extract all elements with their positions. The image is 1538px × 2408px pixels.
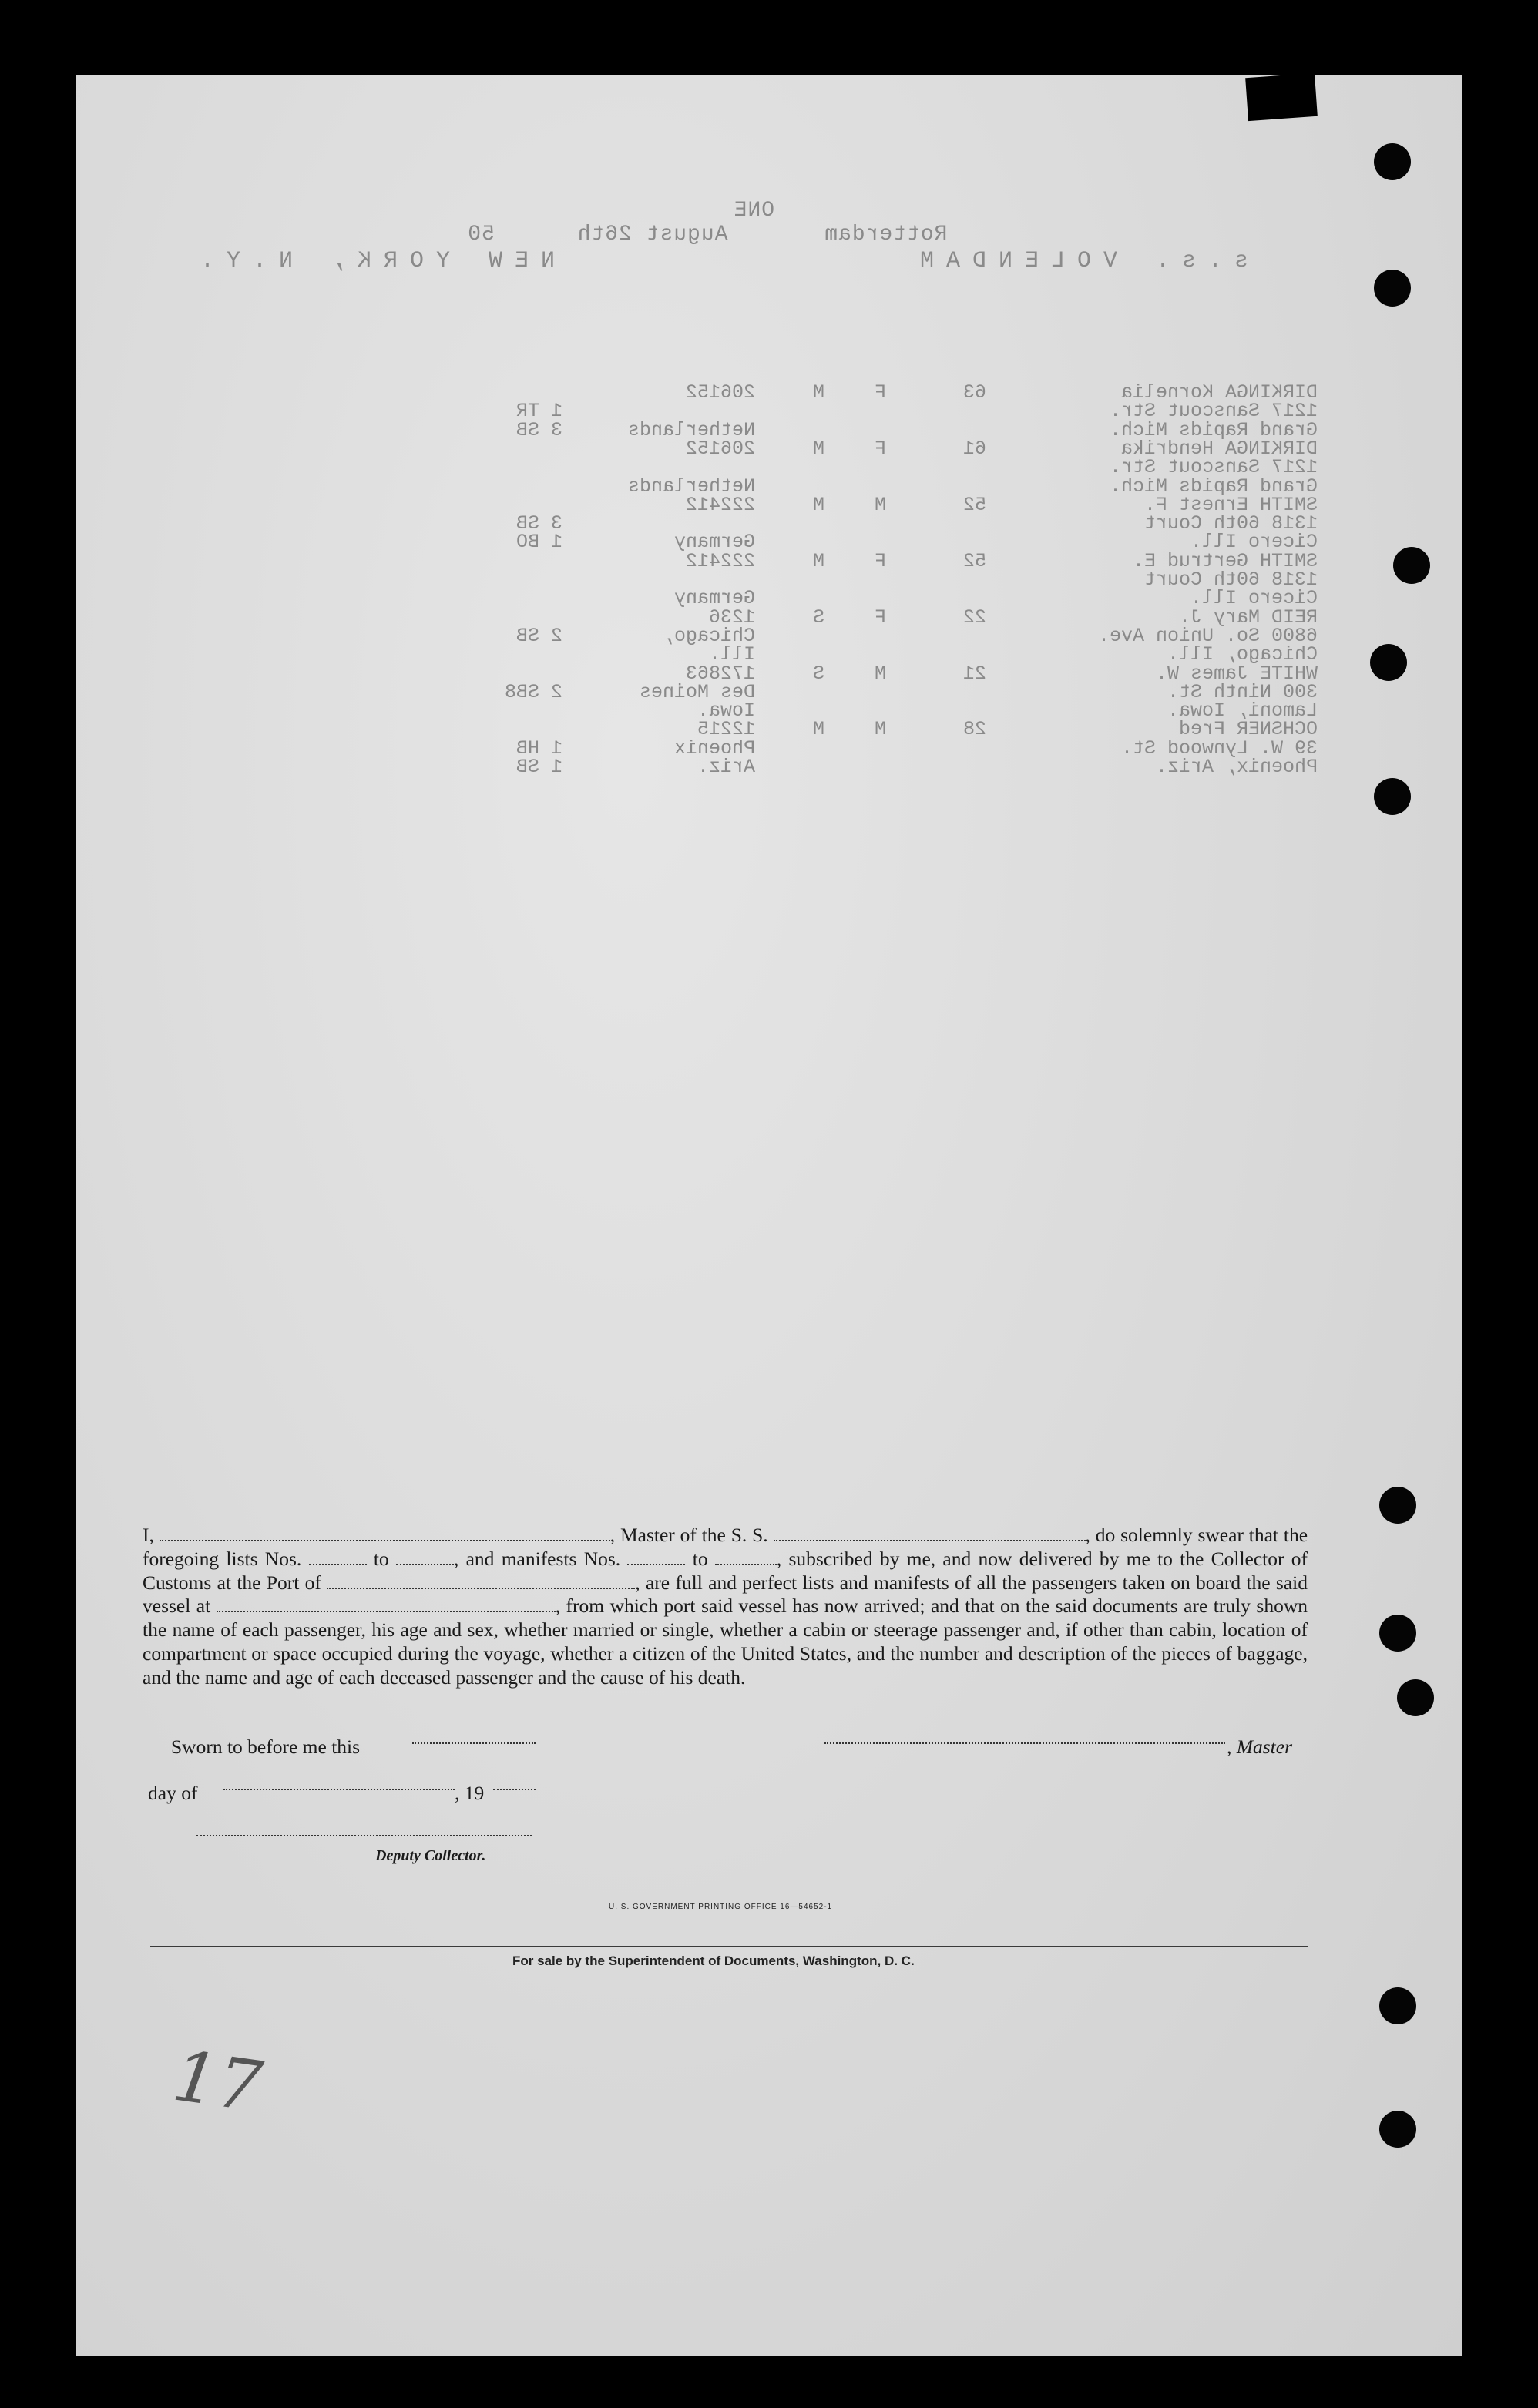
punch-hole bbox=[1374, 270, 1411, 307]
bleed-passenger-name: DIRKINGA Hendrika bbox=[1120, 438, 1318, 460]
bleed-passenger-status: M bbox=[812, 438, 824, 460]
bleed-passenger-ref: Germany bbox=[673, 531, 755, 553]
bleed-passenger-ref: Chicago, bbox=[662, 625, 755, 647]
bleed-passenger-name: Grand Rapids Mich. bbox=[1109, 475, 1318, 498]
punch-hole bbox=[1379, 1487, 1416, 1524]
ship-name-field[interactable] bbox=[774, 1526, 1086, 1541]
bleed-passenger-sex: F bbox=[874, 606, 886, 629]
bleed-class: ONE bbox=[733, 199, 774, 223]
bleed-passenger-age: 21 bbox=[962, 662, 986, 685]
bleed-passenger-ref: Germany bbox=[673, 587, 755, 609]
oath-text: , from which port said vessel has now arrived; and that on the said documents are truly shown the name of each passenger, his age and sex, whether married or single, whether a cabin or steerage passenger and, if other than cabin, location of compartment or space occupied during the voyage, whether a citizen of the United States, and the number and description of the pieces of baggage, and the name and age of each deceased passenger and the cause of his death. bbox=[143, 1595, 1308, 1689]
bleed-passenger-name: Phoenix, Ariz. bbox=[1155, 756, 1318, 778]
bleed-passenger-name: Cicero Ill. bbox=[1190, 587, 1318, 609]
bleed-passenger-ref: Des Moines bbox=[639, 681, 755, 703]
master-name-field[interactable] bbox=[160, 1526, 610, 1541]
bleed-passenger-ref: 12215 bbox=[697, 718, 755, 740]
day-field[interactable] bbox=[223, 1789, 455, 1790]
oath-text: , subscribed by me, and now delivered by me to the Collector of Customs at the Port of bbox=[143, 1547, 1308, 1594]
bleed-passenger-cls: 3 SB bbox=[515, 419, 562, 441]
bleed-passenger-name: Grand Rapids Mich. bbox=[1109, 419, 1318, 441]
sworn-date-field[interactable] bbox=[412, 1742, 536, 1744]
port-field[interactable] bbox=[327, 1574, 635, 1589]
oath-text: , are full and perfect lists and manifests of all the passengers taken on board the said vessel at bbox=[143, 1571, 1308, 1618]
punch-hole bbox=[1379, 2111, 1416, 2148]
bleed-passenger-name: 1217 Sanscout Str. bbox=[1109, 456, 1318, 478]
bleed-passenger-sex: F bbox=[874, 550, 886, 572]
bleed-passenger-sex: F bbox=[874, 438, 886, 460]
bleed-passenger-sex: M bbox=[874, 662, 886, 685]
printing-office-note: U. S. GOVERNMENT PRINTING OFFICE 16—54652-1 bbox=[609, 1903, 833, 1911]
bleed-passenger-age: 22 bbox=[962, 606, 986, 629]
oath-text: I, bbox=[143, 1524, 154, 1546]
bleed-passenger-cls: 1 HB bbox=[515, 737, 562, 760]
bleed-passenger-status: S bbox=[812, 662, 824, 685]
bleed-passenger-ref: 222412 bbox=[685, 550, 755, 572]
deputy-signature-field[interactable] bbox=[196, 1835, 532, 1836]
bleed-passenger-name: SMITH Ernest F. bbox=[1143, 494, 1318, 516]
bleed-passenger-cls: 3 SB bbox=[515, 512, 562, 535]
manifest-from-field[interactable] bbox=[627, 1550, 685, 1565]
bleed-passenger-name: Lamoni, Iowa. bbox=[1167, 699, 1318, 722]
pencil-page-number: 17 bbox=[168, 2035, 267, 2128]
oath-text: , and manifests Nos. bbox=[453, 1547, 621, 1570]
bleed-passenger-sex: F bbox=[874, 381, 886, 404]
oath-text: , Master of the S. S. bbox=[609, 1524, 768, 1546]
bleed-ship: s.s. VOLENDAM bbox=[907, 248, 1248, 274]
footer-rule bbox=[150, 1946, 1308, 1947]
list-to-field[interactable] bbox=[396, 1550, 454, 1565]
bleed-destination: NEW YORK, N.Y. bbox=[187, 248, 555, 274]
punch-hole bbox=[1374, 778, 1411, 815]
punch-hole bbox=[1370, 644, 1407, 681]
deputy-label: Deputy Collector. bbox=[375, 1847, 486, 1864]
bleed-passenger-name: Cicero Ill. bbox=[1190, 531, 1318, 553]
bleed-passenger-sex: M bbox=[874, 494, 886, 516]
year-prefix: , 19 bbox=[455, 1782, 485, 1804]
bleed-passenger-ref: Ariz. bbox=[697, 756, 755, 778]
bleed-passenger-age: 52 bbox=[962, 550, 986, 572]
sale-note: For sale by the Superintendent of Documents, Washington, D. C. bbox=[512, 1954, 915, 1968]
bleed-passenger-ref: Phoenix bbox=[673, 737, 755, 760]
bleed-passenger-name: 1318 60th Court bbox=[1143, 512, 1318, 535]
punch-hole bbox=[1379, 1987, 1416, 2024]
bleed-port: Rotterdam bbox=[824, 223, 948, 247]
bleed-passenger-ref: Netherlands bbox=[627, 475, 755, 498]
bleed-passenger-status: M bbox=[812, 494, 824, 516]
bleed-passenger-ref: 1236 bbox=[708, 606, 755, 629]
bleed-passenger-ref: Iowa. bbox=[697, 699, 755, 722]
bleed-passenger-name: 300 Ninth St. bbox=[1167, 681, 1318, 703]
black-tab-mark bbox=[1245, 73, 1318, 121]
bleed-passenger-status: M bbox=[812, 718, 824, 740]
bleed-passenger-cls: 1 SB bbox=[515, 756, 562, 778]
bleed-passenger-name: SMITH Gertrud E. bbox=[1132, 550, 1318, 572]
bleed-passenger-cls: 2 SB bbox=[515, 625, 562, 647]
bleed-passenger-ref: Netherlands bbox=[627, 419, 755, 441]
bleed-passenger-name: 39 W. Lynwood St. bbox=[1120, 737, 1318, 760]
bleed-passenger-cls: 1 TR bbox=[515, 400, 562, 422]
bleed-passenger-status: M bbox=[812, 381, 824, 404]
bleed-passenger-name: OCHSNER Fred bbox=[1178, 718, 1318, 740]
master-label: , Master bbox=[1227, 1736, 1292, 1758]
day-of-label: day of bbox=[148, 1782, 198, 1804]
oath-text: to bbox=[692, 1547, 708, 1570]
bleed-year: 50 bbox=[467, 223, 495, 247]
bleed-passenger-cls: 2 SB8 bbox=[504, 681, 562, 703]
bleed-passenger-name: REID Mary J. bbox=[1178, 606, 1318, 629]
bleed-passenger-name: 1318 60th Court bbox=[1143, 568, 1318, 591]
bleed-date: August 26th bbox=[576, 223, 728, 247]
bleed-passenger-name: 1217 Sanscout Str. bbox=[1109, 400, 1318, 422]
bleed-passenger-ref: 206152 bbox=[685, 438, 755, 460]
bleed-passenger-status: S bbox=[812, 606, 824, 629]
punch-hole bbox=[1397, 1679, 1434, 1716]
bleed-passenger-name: Chicago, Ill. bbox=[1167, 643, 1318, 666]
bleed-passenger-age: 63 bbox=[962, 381, 986, 404]
master-signature-field[interactable] bbox=[824, 1742, 1225, 1744]
bleed-passenger-age: 61 bbox=[962, 438, 986, 460]
manifest-to-field[interactable] bbox=[715, 1550, 777, 1565]
bleed-passenger-ref: 222412 bbox=[685, 494, 755, 516]
departure-port-field[interactable] bbox=[217, 1597, 556, 1612]
punch-hole bbox=[1374, 143, 1411, 180]
bleed-passenger-status: M bbox=[812, 550, 824, 572]
oath-text: , do solemnly swear that the foregoing lists Nos. bbox=[143, 1524, 1308, 1570]
bleed-passenger-age: 52 bbox=[962, 494, 986, 516]
bleed-passenger-name: 6800 So. Union Ave. bbox=[1097, 625, 1318, 647]
bleed-passenger-cls: 1 BO bbox=[515, 531, 562, 553]
punch-hole bbox=[1393, 547, 1430, 584]
oath-text: to bbox=[373, 1547, 389, 1570]
bleed-passenger-name: DIRKINGA Kornelia bbox=[1120, 381, 1318, 404]
bleed-passenger-ref: 172863 bbox=[685, 662, 755, 685]
bleed-passenger-ref: Ill. bbox=[708, 643, 755, 666]
year-field[interactable] bbox=[493, 1789, 536, 1790]
oath-paragraph bbox=[143, 1524, 1308, 1690]
bleed-passenger-name: WHITE James W. bbox=[1155, 662, 1318, 685]
bleed-passenger-ref: 206152 bbox=[685, 381, 755, 404]
punch-hole bbox=[1379, 1615, 1416, 1652]
sworn-label: Sworn to before me this bbox=[171, 1736, 361, 1758]
bleed-passenger-age: 28 bbox=[962, 718, 986, 740]
list-from-field[interactable] bbox=[309, 1550, 367, 1565]
bleed-passenger-sex: M bbox=[874, 718, 886, 740]
